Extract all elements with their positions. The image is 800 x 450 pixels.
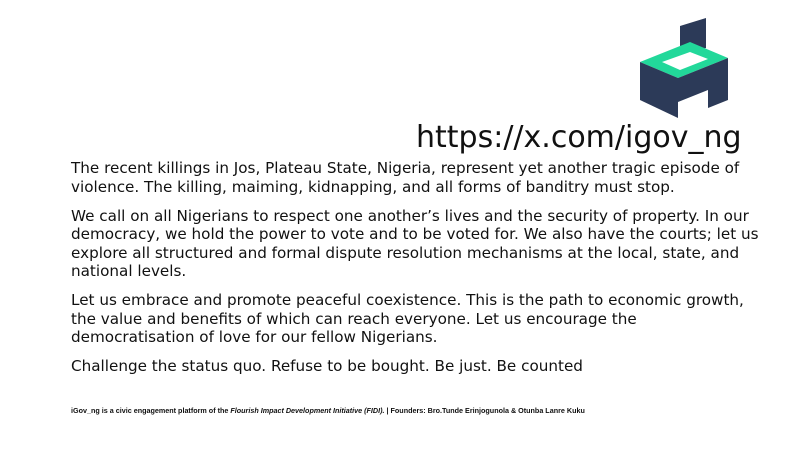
- footer-suffix: | Founders: Bro.Tunde Erinjogunola & Otunba Lanre Kuku: [384, 406, 585, 415]
- twitter-url[interactable]: https://x.com/igov_ng: [416, 120, 742, 155]
- footer-credit: [71, 406, 771, 416]
- footer-prefix: iGov_ng is a civic engagement platform of the: [71, 406, 231, 415]
- paragraph-challenge: Challenge the status quo. Refuse to be bought. Be just. Be counted: [71, 357, 583, 375]
- statement-body: [71, 159, 761, 386]
- paragraph-call-to-nigerians: We call on all Nigerians to respect one another’s lives and the security of property. In our democracy, we hold the power to vote and to be voted for. We also have the courts; let us explore all structured and formal dispute resolution mechanisms at the local, state, and national levels.: [71, 206, 759, 280]
- paragraph-coexistence: Let us embrace and promote peaceful coexistence. This is the path to economic growth, the value and benefits of which can reach everyone. Let us encourage the democratisation of love for our fellow Nigerians.: [71, 291, 744, 346]
- igov-logo-icon: [636, 18, 732, 120]
- footer-org: Flourish Impact Development Initiative (FIDI).: [230, 406, 385, 415]
- paragraph-violence: The recent killings in Jos, Plateau State, Nigeria, represent yet another tragic episode of violence. The killing, maiming, kidnapping, and all forms of banditry must stop.: [71, 159, 740, 196]
